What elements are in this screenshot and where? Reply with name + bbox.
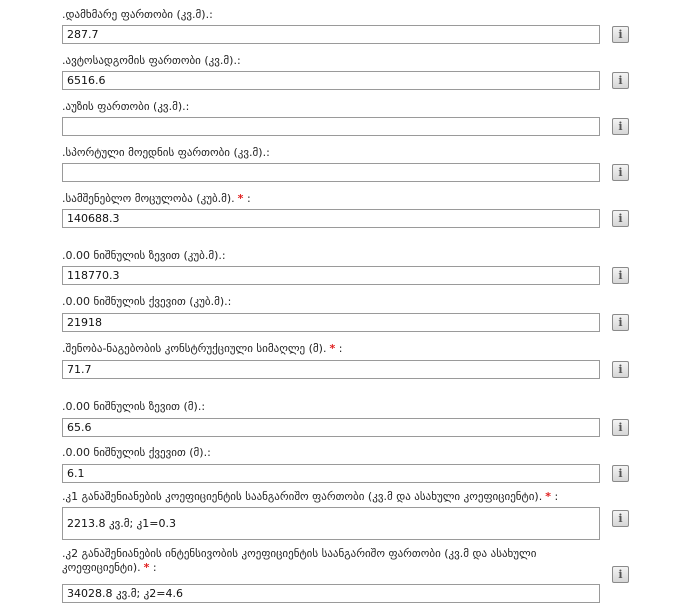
volume-below-zero-input[interactable]: 21918	[62, 313, 600, 332]
field-label-auxiliary-area: .დამხმარე ფართობი (კვ.მ).:	[62, 8, 213, 21]
k2-coefficient-area-input[interactable]: 34028.8 კვ.მ; კ2=4.6	[62, 584, 600, 603]
info-icon[interactable]: i	[612, 419, 629, 436]
required-asterisk: *	[545, 490, 551, 503]
info-icon[interactable]: i	[612, 267, 629, 284]
pool-area-input[interactable]	[62, 117, 600, 136]
volume-above-zero-input[interactable]: 118770.3	[62, 266, 600, 285]
structural-height-input[interactable]: 71.7	[62, 360, 600, 379]
field-label-volume-below-zero: .0.00 ნიშნულის ქვევით (კუბ.მ).:	[62, 295, 232, 308]
field-label-volume-above-zero: .0.00 ნიშნულის ზევით (კუბ.მ).:	[62, 249, 226, 262]
height-above-zero-input[interactable]: 65.6	[62, 418, 600, 437]
field-label-parking-area: .ავტოსადგომის ფართობი (კვ.მ).:	[62, 54, 241, 67]
field-label-height-above-zero: .0.00 ნიშნულის ზევით (მ).:	[62, 400, 206, 413]
info-icon[interactable]: i	[612, 510, 629, 527]
info-icon[interactable]: i	[612, 465, 629, 482]
field-label-sports-ground-area: .სპორტული მოედნის ფართობი (კვ.მ).:	[62, 146, 270, 159]
field-label-construction-volume: .სამშენებლო მოცულობა (კუბ.მ). * :	[62, 192, 251, 205]
info-icon[interactable]: i	[612, 314, 629, 331]
required-asterisk: *	[329, 342, 336, 355]
info-icon[interactable]: i	[612, 210, 629, 227]
construction-volume-input[interactable]: 140688.3	[62, 209, 600, 228]
field-label-k2-coefficient-area: .კ2 განაშენიანების ინტენსივობის კოეფიციენტის საანგარიშო ფართობი (კვ.მ და ასახული კოეფიციენტი). * :	[62, 547, 537, 574]
parking-area-input[interactable]: 6516.6	[62, 71, 600, 90]
auxiliary-area-input[interactable]: 287.7	[62, 25, 600, 44]
info-icon[interactable]: i	[612, 118, 629, 135]
required-asterisk: *	[237, 192, 244, 205]
info-icon[interactable]: i	[612, 361, 629, 378]
info-icon[interactable]: i	[612, 164, 629, 181]
k1-coefficient-area-input[interactable]: 2213.8 კვ.მ; კ1=0.3	[62, 507, 600, 540]
field-label-pool-area: .აუზის ფართობი (კვ.მ).:	[62, 100, 190, 113]
info-icon[interactable]: i	[612, 566, 629, 583]
info-icon[interactable]: i	[612, 72, 629, 89]
info-icon[interactable]: i	[612, 26, 629, 43]
field-label-height-below-zero: .0.00 ნიშნულის ქვევით (მ).:	[62, 446, 211, 459]
required-asterisk: *	[143, 561, 150, 574]
field-label-k1-coefficient-area: .კ1 განაშენიანების კოეფიციენტის საანგარიშო ფართობი (კვ.მ და ასახული კოეფიციენტი). * :	[62, 490, 559, 503]
field-label-structural-height: .შენობა-ნაგებობის კონსტრუქციული სიმაღლე (მ). * :	[62, 342, 343, 355]
height-below-zero-input[interactable]: 6.1	[62, 464, 600, 483]
sports-ground-area-input[interactable]	[62, 163, 600, 182]
